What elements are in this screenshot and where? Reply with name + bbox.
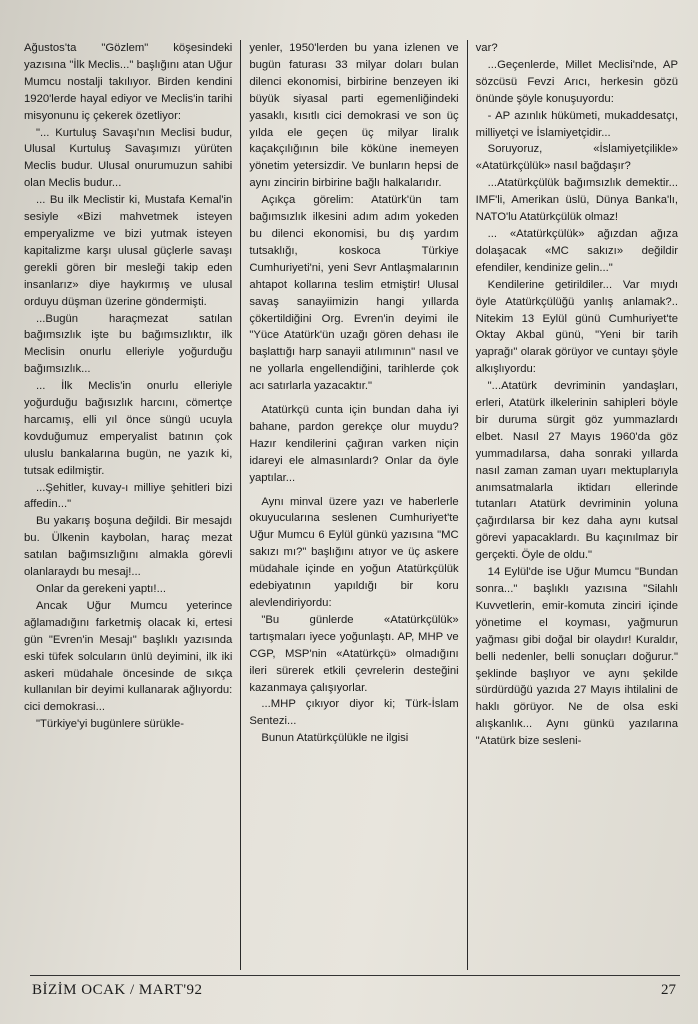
paragraph: 14 Eylül'de ise Uğur Mumcu "Bundan sonra..." başlıklı yazısına "Silahlı Kuvvetlerin, emir-komuta zinciri içinde yönetime el koyması, yağmurun yağması gibi doğal bir olaydır! Kuraldır, belli nedenler, belli sonuçları doğurur." şeklinde başlıyor ve aynı şekilde sürdürdüğü yazıda 27 Mayıs ihtilalini de haklı görüyor. Ne de olsa eski alışkanlık... Aynı günkü yazılarına "Atatürk bize sesleni-	[475, 566, 678, 748]
paragraph: "...Atatürk devriminin yandaşları, erleri, Atatürk ilkelerinin sahipleri böyle bir duruma sürgit göz yummazlardı elbet. Nasıl 27 Mayıs 1960'da göz yummadılarsa, daha sonraki yıllarda nasıl zaman zaman uyarı mektuplarıyla anımsatmalarla iktidarı ellerinde tutanları Atatürk devriminin yoluna çağırdılarsa bir kez daha aynı kutsal görevi yapacaklardı. Bu kaçınılmaz bir gerçekti. Öyle de oldu."	[475, 380, 678, 562]
paragraph: Atatürkçü cunta için bundan daha iyi bahane, pardon gerekçe olur muydu? Hazır kendilerini çağıran varken niçin idareyi ele almasınlardı? Onlar da öyle yaptılar...	[249, 404, 459, 484]
paragraph: - AP azınlık hükümeti, mukaddesatçı, milliyetçi ve İslamiyetçidir...	[475, 109, 678, 139]
paragraph: "... Kurtuluş Savaşı'nın Meclisi budur, Ulusal Kurtuluş Savaşımızı yürüten Meclis budur. Ulusal onurumuzun sahibi olan Meclis budur...	[24, 126, 233, 190]
paragraph: Aynı minval üzere yazı ve haberlerle okuyucularına seslenen Cumhuriyet'te Uğur Mumcu 6 Eylül günkü yazısına "MC sakızı mı?" başlığını atıyor ve üç askere müdahale içinde en yoğun Atatürkçülük edebiyatının yapıldığı bir koru alevlendiriyordu:	[249, 495, 459, 609]
paragraph: var?	[475, 42, 498, 54]
column-2	[241, 40, 466, 970]
paragraph: "Türkiye'yi bugünlere sürükle-	[36, 718, 185, 731]
paragraph: ...Geçenlerde, Millet Meclisi'nde, AP sözcüsü Fevzi Arıcı, herkesin gözü önünde şöyle konuşuyordu:	[475, 58, 678, 105]
magazine-name: BİZİM OCAK / MART'92	[32, 982, 203, 998]
paragraph: ... Bu ilk Meclistir ki, Mustafa Kemal'in sesiyle «Bizi mahvetmek isteyen emperyalizme ve bizi yutmak isteyen kapitalizme karşı ulusal güçlerle savaşı gerekli gören bir mesleği takip eden insanlarız» diye haykırmış ve ulusal orduyu düşman üzerine göndermişti.	[24, 194, 233, 308]
paragraph: Ağustos'ta "Gözlem" köşesindeki yazısına "İlk Meclis..." başlığını atan Uğur Mumcu nostalji takılıyor. Birden kendini 1920'lerde hayal ediyor ve Meclis'in tarihi misyonunu iç çekerek özetliyor:	[24, 42, 233, 122]
paragraph: ...Atatürkçülük bağımsızlık demektir... IMF'li, Amerikan üslü, Dünya Banka'lı, NATO'lu Atatürkçülük olmaz!	[475, 177, 678, 224]
column-1	[16, 40, 240, 970]
paragraph: ...Bugün haraçmezat satılan bağımsızlık işte bu bağımsızlıktır, ilk Meclisin onurlu elleriyle yoğurduğu bağımsızlık...	[24, 312, 233, 376]
page-footer	[30, 975, 680, 1006]
paragraph: Ancak Uğur Mumcu yeterince ağlamadığını farketmiş olacak ki, ertesi gün "Evren'in Mesajı" başlıklı yazısında eski tüfek solcuların ünlü deyimini, ilk iki askeri müdahale öncesinde de sıkça kullanılan bir deyimi kullanarak ağlıyordu: cici demokrasi...	[24, 599, 233, 714]
paragraph: yenler, 1950'lerden bu yana izlenen ve bugün faturası 33 milyar doları bulan dilenci ekonomisi, birbirine benzeyen iki büyük siyasal parti egemenliğindeki yasaklı, kısıtlı cici demokrasi ve son üç yılda ele geçen üç milyar liralık kaçakçılığının bile köküne inemeyen yönetim yetersizdir. Ve bunların hepsi de aynı zincirin birbirine bağlı halkalarıdır.	[249, 42, 459, 190]
column-3	[468, 40, 686, 970]
paragraph: Soruyoruz, «İslamiyetçilikle» «Atatürkçülük» nasıl bağdaşır?	[475, 143, 678, 173]
page-number: 27	[661, 982, 676, 998]
paragraph: "Bu günlerde «Atatürkçülük» tartışmaları iyece yoğunlaştı. AP, MHP ve CGP, MSP'nin «Atatürkçü» olmadığını ileri sürerek etkili çevrelerin desteğini kazanmaya çalışıyorlar.	[249, 613, 459, 694]
paragraph: ...Şehitler, kuvay-ı milliye şehitleri bizi affedin..."	[24, 481, 233, 511]
paragraph: ... İlk Meclis'in onurlu elleriyle yoğurduğu bağısızlık harcını, cömertçe harcamış, elli yıl önce süngü ucuyla kovduğumuz emperyalist batının çok uluslu bankalarına bugün, ne yazık ki, tutsak edilmiştir.	[24, 380, 233, 477]
paragraph: Kendilerine getirildiler... Var mıydı öyle Atatürkçülüğü yanlış anlamak?.. Nitekim 13 Eylül günü Cumhuriyet'te Oktay Akbal günü, "Yeni bir tarih yaprağı" olarak görüyor ve cuntayı şöyle alkışlıyordu:	[475, 278, 678, 376]
paragraph: ...MHP çıkıyor diyor ki; Türk-İslam Sentezi...	[249, 698, 459, 728]
paragraph: Açıkça görelim: Atatürk'ün tam bağımsızlık ilkesini adım adım yokeden bu dilenci ekonomisi, bu dış yardım tutsaklığı, koskoca Türkiye Cumhuriyeti'ni, yeni Sevr Antlaşmalarının ahtapot kollarına teslim etmiştir! Ulusal savaş sanayiimizin hangi yıllarda çökertildiğini Org. Evren'in deyimi ile "Yüce Atatürk'ün uzağı gören dehası ile başlattığı harp sanayii atılımının" nasıl ve ne yollarla engellendiğini, tarihlerde çok acı satırlarla yazacaktır."	[249, 194, 459, 393]
paragraph: ... «Atatürkçülük» ağızdan ağıza dolaşacak «MC sakızı» değildir efendiler, kendinize gelin..."	[475, 227, 678, 274]
paragraph: Onlar da gerekeni yaptı!...	[36, 583, 166, 595]
paragraph: Bunun Atatürkçülükle ne ilgisi	[261, 732, 409, 745]
paragraph: Bu yakarış boşuna değildi. Bir mesajdı bu. Ülkenin kaybolan, haraç mezat satılan bağımsızlığını almakla görevli olanlaraydı bu mesaj!...	[24, 515, 233, 579]
text-columns	[16, 40, 686, 970]
